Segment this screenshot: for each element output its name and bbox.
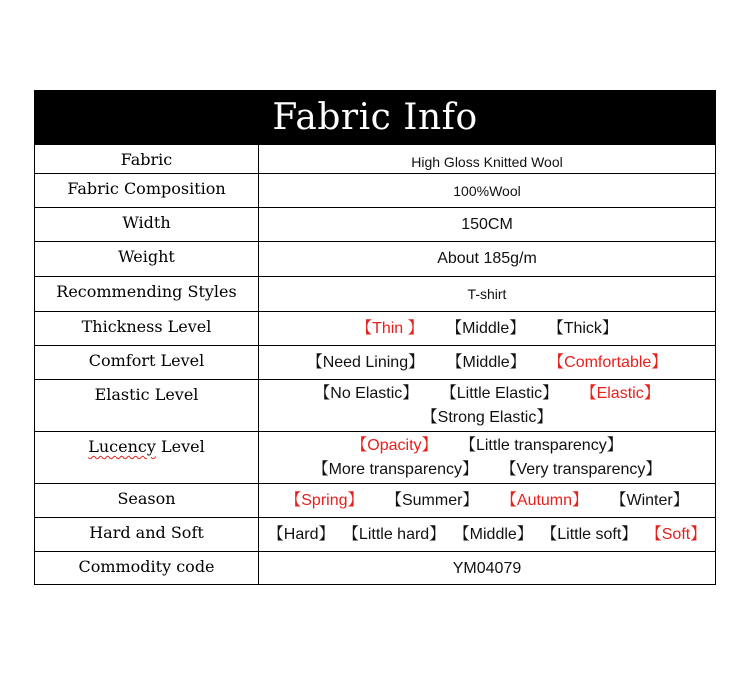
option-autumn: 【Autumn】 bbox=[500, 492, 589, 509]
options-line bbox=[259, 406, 715, 430]
row-label bbox=[35, 432, 259, 483]
options-line bbox=[259, 458, 715, 482]
row-label: Season bbox=[35, 484, 259, 517]
option-opacity: 【Opacity】 bbox=[351, 437, 438, 454]
row-label: Comfort Level bbox=[35, 346, 259, 379]
option-need-lining: 【Need Lining】 bbox=[306, 354, 425, 371]
label-word-lucency: Lucency bbox=[88, 437, 156, 456]
option-little-transparency: 【Little transparency】 bbox=[459, 437, 623, 454]
row-options bbox=[259, 346, 715, 379]
row-label: Fabric Composition bbox=[35, 174, 259, 207]
row-season bbox=[35, 483, 715, 517]
option-little-soft: 【Little soft】 bbox=[541, 526, 638, 543]
options-line bbox=[259, 317, 715, 341]
row-lucency-level bbox=[35, 431, 715, 483]
row-value: 150CM bbox=[461, 216, 513, 233]
row-label: Elastic Level bbox=[35, 380, 259, 431]
row-value: High Gloss Knitted Wool bbox=[411, 154, 563, 170]
options-line bbox=[259, 434, 715, 458]
row-elastic-level bbox=[35, 379, 715, 431]
row-label: Width bbox=[35, 208, 259, 241]
row-options bbox=[259, 380, 715, 431]
option-very-transparency: 【Very transparency】 bbox=[500, 461, 662, 478]
row-weight bbox=[35, 241, 715, 276]
table-title: Fabric Info bbox=[35, 91, 715, 144]
option-summer: 【Summer】 bbox=[385, 492, 479, 509]
row-recommending-styles bbox=[35, 276, 715, 311]
row-options bbox=[259, 432, 715, 483]
options-line bbox=[259, 489, 715, 513]
option-thin: 【Thin 】 bbox=[356, 320, 424, 337]
option-little-elastic: 【Little Elastic】 bbox=[440, 385, 559, 402]
option-winter: 【Winter】 bbox=[610, 492, 689, 509]
row-commodity-code bbox=[35, 551, 715, 584]
option-no-elastic: 【No Elastic】 bbox=[314, 385, 419, 402]
row-hard-and-soft bbox=[35, 517, 715, 551]
row-options bbox=[259, 484, 715, 517]
option-more-transparency: 【More transparency】 bbox=[312, 461, 478, 478]
row-label: Fabric bbox=[35, 145, 259, 173]
row-options bbox=[259, 518, 715, 551]
row-fabric bbox=[35, 144, 715, 173]
option-spring: 【Spring】 bbox=[285, 492, 364, 509]
row-options bbox=[259, 312, 715, 345]
option-hard: 【Hard】 bbox=[267, 526, 335, 543]
option-strong-elastic: 【Strong Elastic】 bbox=[421, 409, 553, 426]
row-label: Hard and Soft bbox=[35, 518, 259, 551]
option-middle: 【Middle】 bbox=[446, 354, 526, 371]
option-soft: 【Soft】 bbox=[645, 526, 707, 543]
row-label: Thickness Level bbox=[35, 312, 259, 345]
row-label: Recommending Styles bbox=[35, 277, 259, 311]
label-word-level: Level bbox=[155, 437, 205, 456]
row-label: Weight bbox=[35, 242, 259, 276]
row-comfort-level bbox=[35, 345, 715, 379]
row-fabric-composition bbox=[35, 173, 715, 207]
option-middle: 【Middle】 bbox=[446, 320, 526, 337]
row-value: About 185g/m bbox=[437, 250, 537, 267]
row-thickness-level bbox=[35, 311, 715, 345]
option-elastic: 【Elastic】 bbox=[580, 385, 660, 402]
options-line bbox=[259, 523, 715, 547]
option-little-hard: 【Little hard】 bbox=[342, 526, 446, 543]
option-middle: 【Middle】 bbox=[453, 526, 533, 543]
row-value: 100%Wool bbox=[453, 183, 521, 199]
row-value: YM04079 bbox=[452, 560, 522, 577]
row-label: Commodity code bbox=[35, 552, 259, 584]
options-line bbox=[259, 382, 715, 406]
row-value: T-shirt bbox=[467, 286, 507, 302]
fabric-info-table bbox=[34, 90, 716, 585]
option-comfortable: 【Comfortable】 bbox=[548, 354, 668, 371]
option-thick: 【Thick】 bbox=[547, 320, 618, 337]
row-width bbox=[35, 207, 715, 241]
options-line bbox=[259, 351, 715, 375]
